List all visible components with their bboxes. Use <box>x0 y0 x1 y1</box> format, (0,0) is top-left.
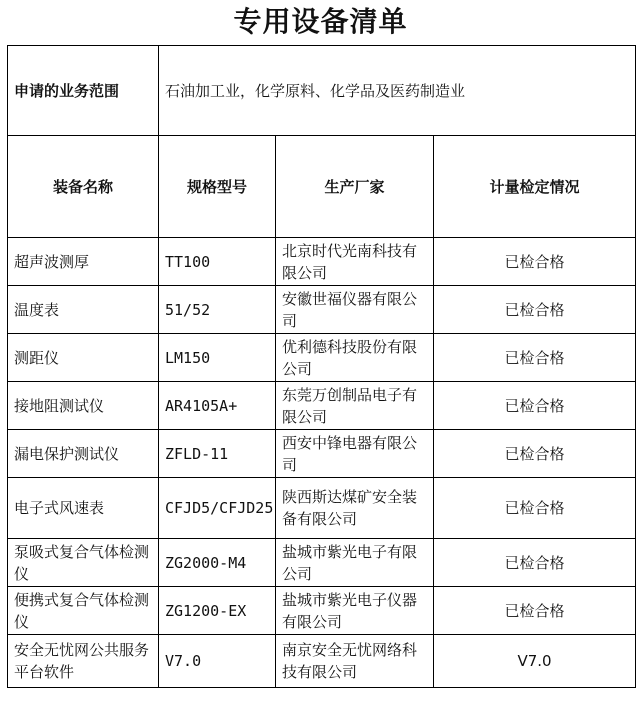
calibration-status: 已检合格 <box>434 382 636 430</box>
equipment-maker: 东莞万创制品电子有限公司 <box>276 382 434 430</box>
equipment-name: 温度表 <box>8 286 159 334</box>
table-row <box>8 286 636 334</box>
equipment-model: ZG2000-M4 <box>159 539 276 587</box>
equipment-name: 超声波测厚 <box>8 238 159 286</box>
equipment-model: TT100 <box>159 238 276 286</box>
equipment-model: 51/52 <box>159 286 276 334</box>
calibration-status: 已检合格 <box>434 478 636 539</box>
equipment-maker: 南京安全无忧网络科技有限公司 <box>276 635 434 688</box>
header-name: 装备名称 <box>8 136 159 238</box>
equipment-maker: 盐城市紫光电子有限公司 <box>276 539 434 587</box>
equipment-model: AR4105A+ <box>159 382 276 430</box>
table-row <box>8 430 636 478</box>
equipment-maker: 北京时代光南科技有限公司 <box>276 238 434 286</box>
scope-value: 石油加工业，化学原料、化学品及医药制造业 <box>159 46 636 136</box>
header-maker: 生产厂家 <box>276 136 434 238</box>
equipment-maker: 安徽世福仪器有限公司 <box>276 286 434 334</box>
header-calibration: 计量检定情况 <box>434 136 636 238</box>
equipment-name: 便携式复合气体检测仪 <box>8 587 159 635</box>
table-row <box>8 334 636 382</box>
table-row <box>8 635 636 688</box>
equipment-name: 接地阻测试仪 <box>8 382 159 430</box>
equipment-name: 漏电保护测试仪 <box>8 430 159 478</box>
equipment-model: ZFLD-11 <box>159 430 276 478</box>
equipment-model: ZG1200-EX <box>159 587 276 635</box>
calibration-status: 已检合格 <box>434 334 636 382</box>
header-model: 规格型号 <box>159 136 276 238</box>
equipment-name: 泵吸式复合气体检测仪 <box>8 539 159 587</box>
equipment-model: CFJD5/CFJD25 <box>159 478 276 539</box>
equipment-maker: 陕西斯达煤矿安全装备有限公司 <box>276 478 434 539</box>
scope-row <box>8 46 636 136</box>
equipment-maker: 盐城市紫光电子仪器有限公司 <box>276 587 434 635</box>
scope-label: 申请的业务范围 <box>8 46 159 136</box>
table-row <box>8 587 636 635</box>
calibration-status: 已检合格 <box>434 238 636 286</box>
equipment-model: LM150 <box>159 334 276 382</box>
equipment-table <box>7 45 636 688</box>
table-row <box>8 238 636 286</box>
equipment-maker: 优利德科技股份有限公司 <box>276 334 434 382</box>
calibration-status: 已检合格 <box>434 587 636 635</box>
equipment-model: V7.0 <box>159 635 276 688</box>
equipment-name: 安全无忧网公共服务平台软件 <box>8 635 159 688</box>
calibration-status: 已检合格 <box>434 430 636 478</box>
page-title: 专用设备清单 <box>233 5 408 38</box>
table-row <box>8 539 636 587</box>
table-row <box>8 382 636 430</box>
header-row <box>8 136 636 238</box>
equipment-name: 测距仪 <box>8 334 159 382</box>
calibration-status: V7.0 <box>434 635 636 688</box>
calibration-status: 已检合格 <box>434 539 636 587</box>
equipment-name: 电子式风速表 <box>8 478 159 539</box>
table-row <box>8 478 636 539</box>
equipment-maker: 西安中锋电器有限公司 <box>276 430 434 478</box>
calibration-status: 已检合格 <box>434 286 636 334</box>
